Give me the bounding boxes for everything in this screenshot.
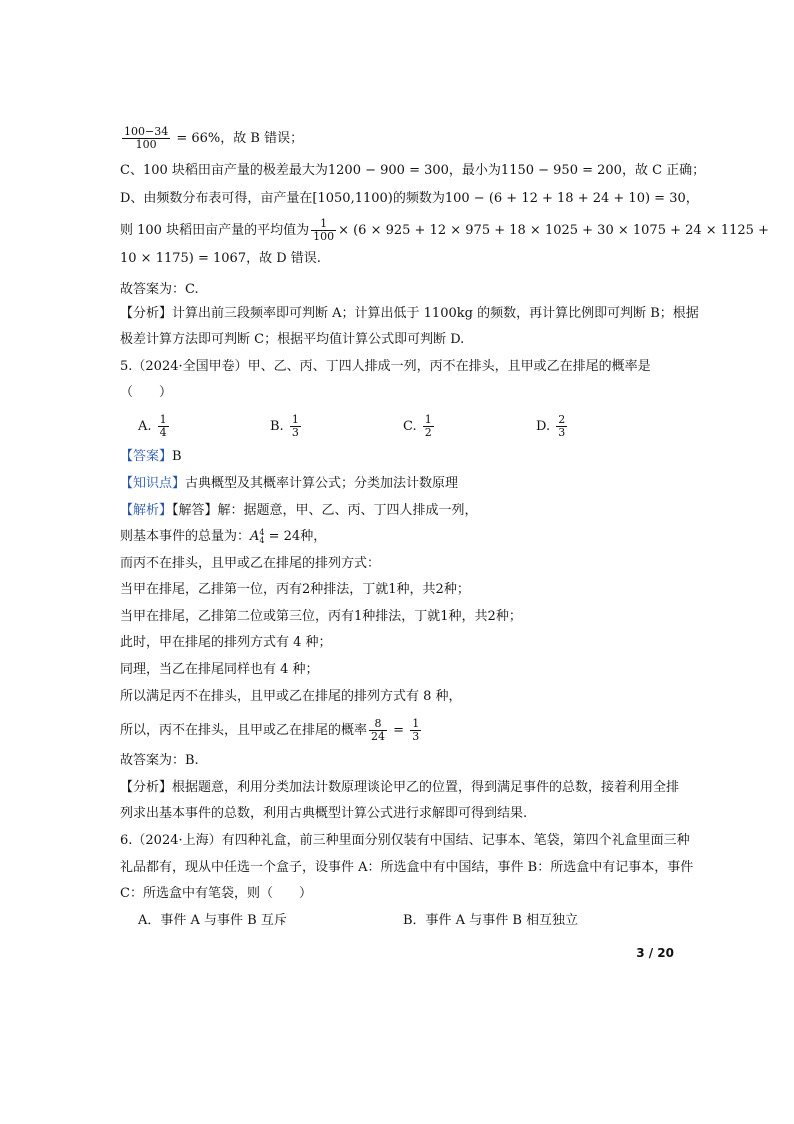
text-line-3: D、由频数分布表可得，亩产量在[1050,1100)的频数为100 − (6 + 12 + 18 + 24 + 10) = 30， [120,191,699,206]
text-line-8: 极差计算方法即可判断 C；根据平均值计算公式即可判断 D. [120,332,465,347]
solution-line-2: 而丙不在排头，且甲或乙在排尾的排列方式： [120,556,381,571]
option-a [138,414,171,439]
q6-option-b: B．事件 A 与事件 B 相互独立 [403,913,579,928]
superscript: 4 [259,527,265,537]
text-span: = 66%，故 B 错误； [172,131,304,146]
fraction [122,126,170,151]
knowledge-tag: 【知识点】 [120,476,186,491]
fraction [410,718,421,743]
text-line-2: C、100 块稻田亩产量的极差最大为1200 − 900 = 300，最小为1150 − 950 = 200，故 C 正确； [120,163,706,178]
option-b [270,414,303,439]
option-label: C. [403,419,417,434]
solution-line-9: 故答案为：B. [120,753,199,768]
text-line-6: 故答案为：C. [120,282,199,297]
analysis-value: 【解答】解：据题意，甲、乙、丙、丁四人排成一列， [172,503,478,518]
answer-tag: 【答案】 [120,449,173,464]
text-span: 则 100 块稻田亩产量的平均值为 [120,223,310,238]
text-line-4 [120,218,769,243]
fraction-numerator: 100−34 [124,125,169,138]
fraction [158,414,169,439]
fraction-denominator: 24 [371,730,386,743]
text-span: × (6 × 925 + 12 × 975 + 18 × 1025 + 30 × 1075 + 24 × 1125 + [338,223,769,238]
option-label: D. [536,419,551,434]
question-6-line-3: C：所选盒中有笔袋，则（ ） [120,886,312,901]
page-number: 3 / 20 [636,946,674,960]
text-span: 则基本事件的总量为： [120,529,251,544]
option-label: A. [138,419,152,434]
subscript: 4 [259,535,265,545]
fraction-numerator: 1 [291,413,299,426]
option-label: B. [270,419,284,434]
fraction-denominator: 4 [159,426,167,439]
solution-line-7: 所以满足丙不在排头，且甲或乙在排尾的排列方式有 8 种， [120,689,462,704]
fraction [311,218,336,243]
text-line-7: 【分析】计算出前三段频率即可判断 A；计算出低于 1100kg 的频数，再计算比例即可判断 B；根据 [120,306,699,321]
solution-line-10: 【分析】根据题意，利用分类加法计数原理谈论甲乙的位置，得到满足事件的总数，接着利用全排 [120,780,680,795]
text-line-5: 10 × 1175) = 1067，故 D 错误. [120,251,321,266]
text-span: = [389,723,409,738]
fraction-denominator: 100 [313,230,335,243]
fraction-denominator: 2 [424,426,432,439]
fraction-numerator: 8 [369,718,387,731]
question-5: 5.（2024·全国甲卷）甲、乙、丙、丁四人排成一列，丙不在排头，且甲或乙在排尾的概率是 [120,359,651,374]
solution-line-4: 当甲在排尾，乙排第二位或第三位，丙有1种排法，丁就1种，共2种； [120,609,522,624]
solution-line-6: 同理，当乙在排尾同样也有 4 种； [120,662,319,677]
fraction-denominator: 3 [291,426,299,439]
solution-line-8 [120,718,423,743]
text-span: = 24种， [264,529,327,544]
question-6-line-1: 6.（2024·上海）有四种礼盒，前三种里面分别仅装有中国结、记事本、笔袋，第四个礼盒里面三种 [120,833,690,848]
math-symbol: A [250,529,260,544]
fraction [423,414,434,439]
knowledge-point-line [120,475,458,493]
solution-line-5: 此时，甲在排尾的排列方式有 4 种； [120,635,332,650]
answer-line [120,448,182,466]
fraction-denominator: 100 [135,138,157,151]
question-5-paren: （ ） [120,385,173,400]
fraction [290,414,301,439]
solution-line-3: 当甲在排尾，乙排第一位，丙有2种排法，丁就1种，共2种； [120,582,470,597]
fraction-numerator: 2 [558,413,566,426]
analysis-line [120,502,478,520]
solution-line-11: 列求出基本事件的总数，利用古典概型计算公式进行求解即可得到结果. [120,806,528,821]
answer-value: B [172,449,182,464]
text-span: 所以，丙不在排头，且甲或乙在排尾的概率 [120,723,368,738]
fraction-numerator: 1 [412,717,420,730]
text-line-1 [120,126,303,151]
fraction-numerator: 1 [311,218,336,231]
option-d [536,414,569,439]
fraction-denominator: 3 [412,730,420,743]
fraction [556,414,567,439]
option-c [403,414,436,439]
fraction-numerator: 1 [159,413,167,426]
fraction-denominator: 3 [558,426,566,439]
question-6-line-2: 礼品都有，现从中任选一个盒子，设事件 A：所选盒中有中国结，事件 B：所选盒中有记事本，事件 [120,860,694,875]
q6-option-a: A．事件 A 与事件 B 互斥 [138,913,287,928]
fraction-numerator: 1 [424,413,432,426]
analysis-tag: 【解析】 [120,503,173,518]
knowledge-value: 古典概型及其概率计算公式；分类加法计数原理 [185,476,459,491]
solution-line-1 [120,528,326,546]
fraction [369,718,387,743]
